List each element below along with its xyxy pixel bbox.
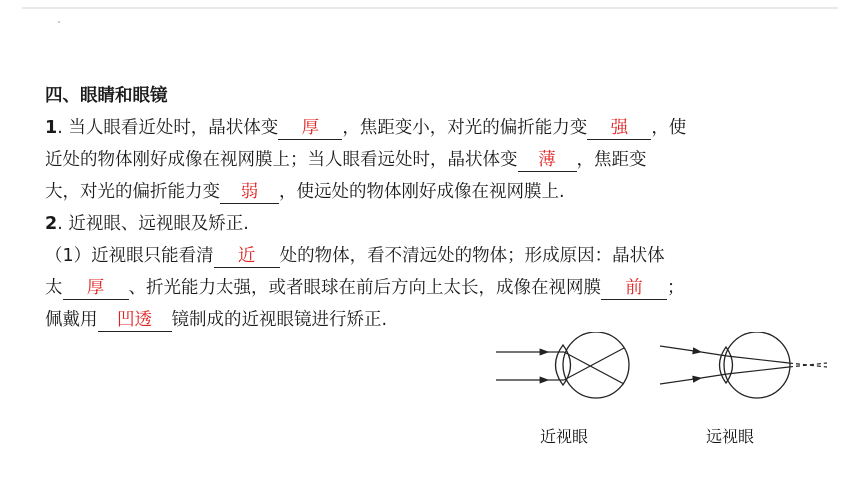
answer-blank: 厚 xyxy=(278,117,342,140)
item1-line2 xyxy=(45,144,815,176)
corner-dot xyxy=(58,21,60,23)
eyeball-outline xyxy=(724,332,790,398)
refracted-ray xyxy=(727,367,789,374)
text: . 当人眼看近处时，晶状体变 xyxy=(57,118,279,138)
text: ； xyxy=(667,278,685,298)
text: ，焦距变小，对光的偏折能力变 xyxy=(342,118,588,138)
virtual-ray xyxy=(789,363,827,367)
answer-blank: 弱 xyxy=(220,181,279,204)
item1-line3 xyxy=(45,176,815,208)
item2-title xyxy=(45,208,815,240)
top-divider xyxy=(22,7,838,9)
answer-blank: 凹透 xyxy=(98,309,172,332)
light-ray xyxy=(660,378,701,384)
text: 镜制成的近视眼镜进行矫正. xyxy=(171,310,388,330)
answer-blank: 厚 xyxy=(63,277,129,300)
eyeball-outline xyxy=(563,332,629,398)
answer-blank: 薄 xyxy=(518,149,577,172)
text: ，使远处的物体刚好成像在视网膜上. xyxy=(279,182,565,202)
text: 大，对光的偏折能力变 xyxy=(45,182,220,202)
refracted-ray xyxy=(564,348,624,380)
myopia-eye-diagram xyxy=(488,332,638,402)
text: ，使 xyxy=(651,118,687,138)
item2-line1 xyxy=(45,240,815,272)
section-title: 四、眼睛和眼镜 xyxy=(45,86,168,106)
hyperopia-caption: 远视眼 xyxy=(706,427,755,446)
text: （1）近视眼只能看清 xyxy=(45,246,214,266)
text: 近处的物体刚好成像在视网膜上；当人眼看远处时，晶状体变 xyxy=(45,150,518,170)
text: . 近视眼、远视眼及矫正. xyxy=(57,214,249,234)
text: ，焦距变 xyxy=(576,150,647,170)
document-body xyxy=(45,80,815,336)
item2-line2 xyxy=(45,272,815,304)
refracted-ray xyxy=(727,356,789,363)
item-number: 2 xyxy=(45,214,58,234)
item1-line1 xyxy=(45,112,815,144)
text: 佩戴用 xyxy=(45,310,98,330)
virtual-ray xyxy=(789,363,827,367)
answer-blank: 强 xyxy=(587,117,651,140)
answer-blank: 前 xyxy=(601,277,667,300)
text: 、折光能力太强，或者眼球在前后方向上太长，成像在视网膜 xyxy=(128,278,601,298)
answer-blank: 近 xyxy=(214,245,280,268)
refracted-ray xyxy=(564,352,624,384)
text: 处的物体，看不清远处的物体；形成原因：晶状体 xyxy=(279,246,665,266)
light-ray xyxy=(660,346,701,352)
myopia-caption: 近视眼 xyxy=(540,427,589,446)
text: 太 xyxy=(45,278,63,298)
item-number: 1 xyxy=(45,118,58,138)
hyperopia-eye-diagram xyxy=(655,332,830,402)
